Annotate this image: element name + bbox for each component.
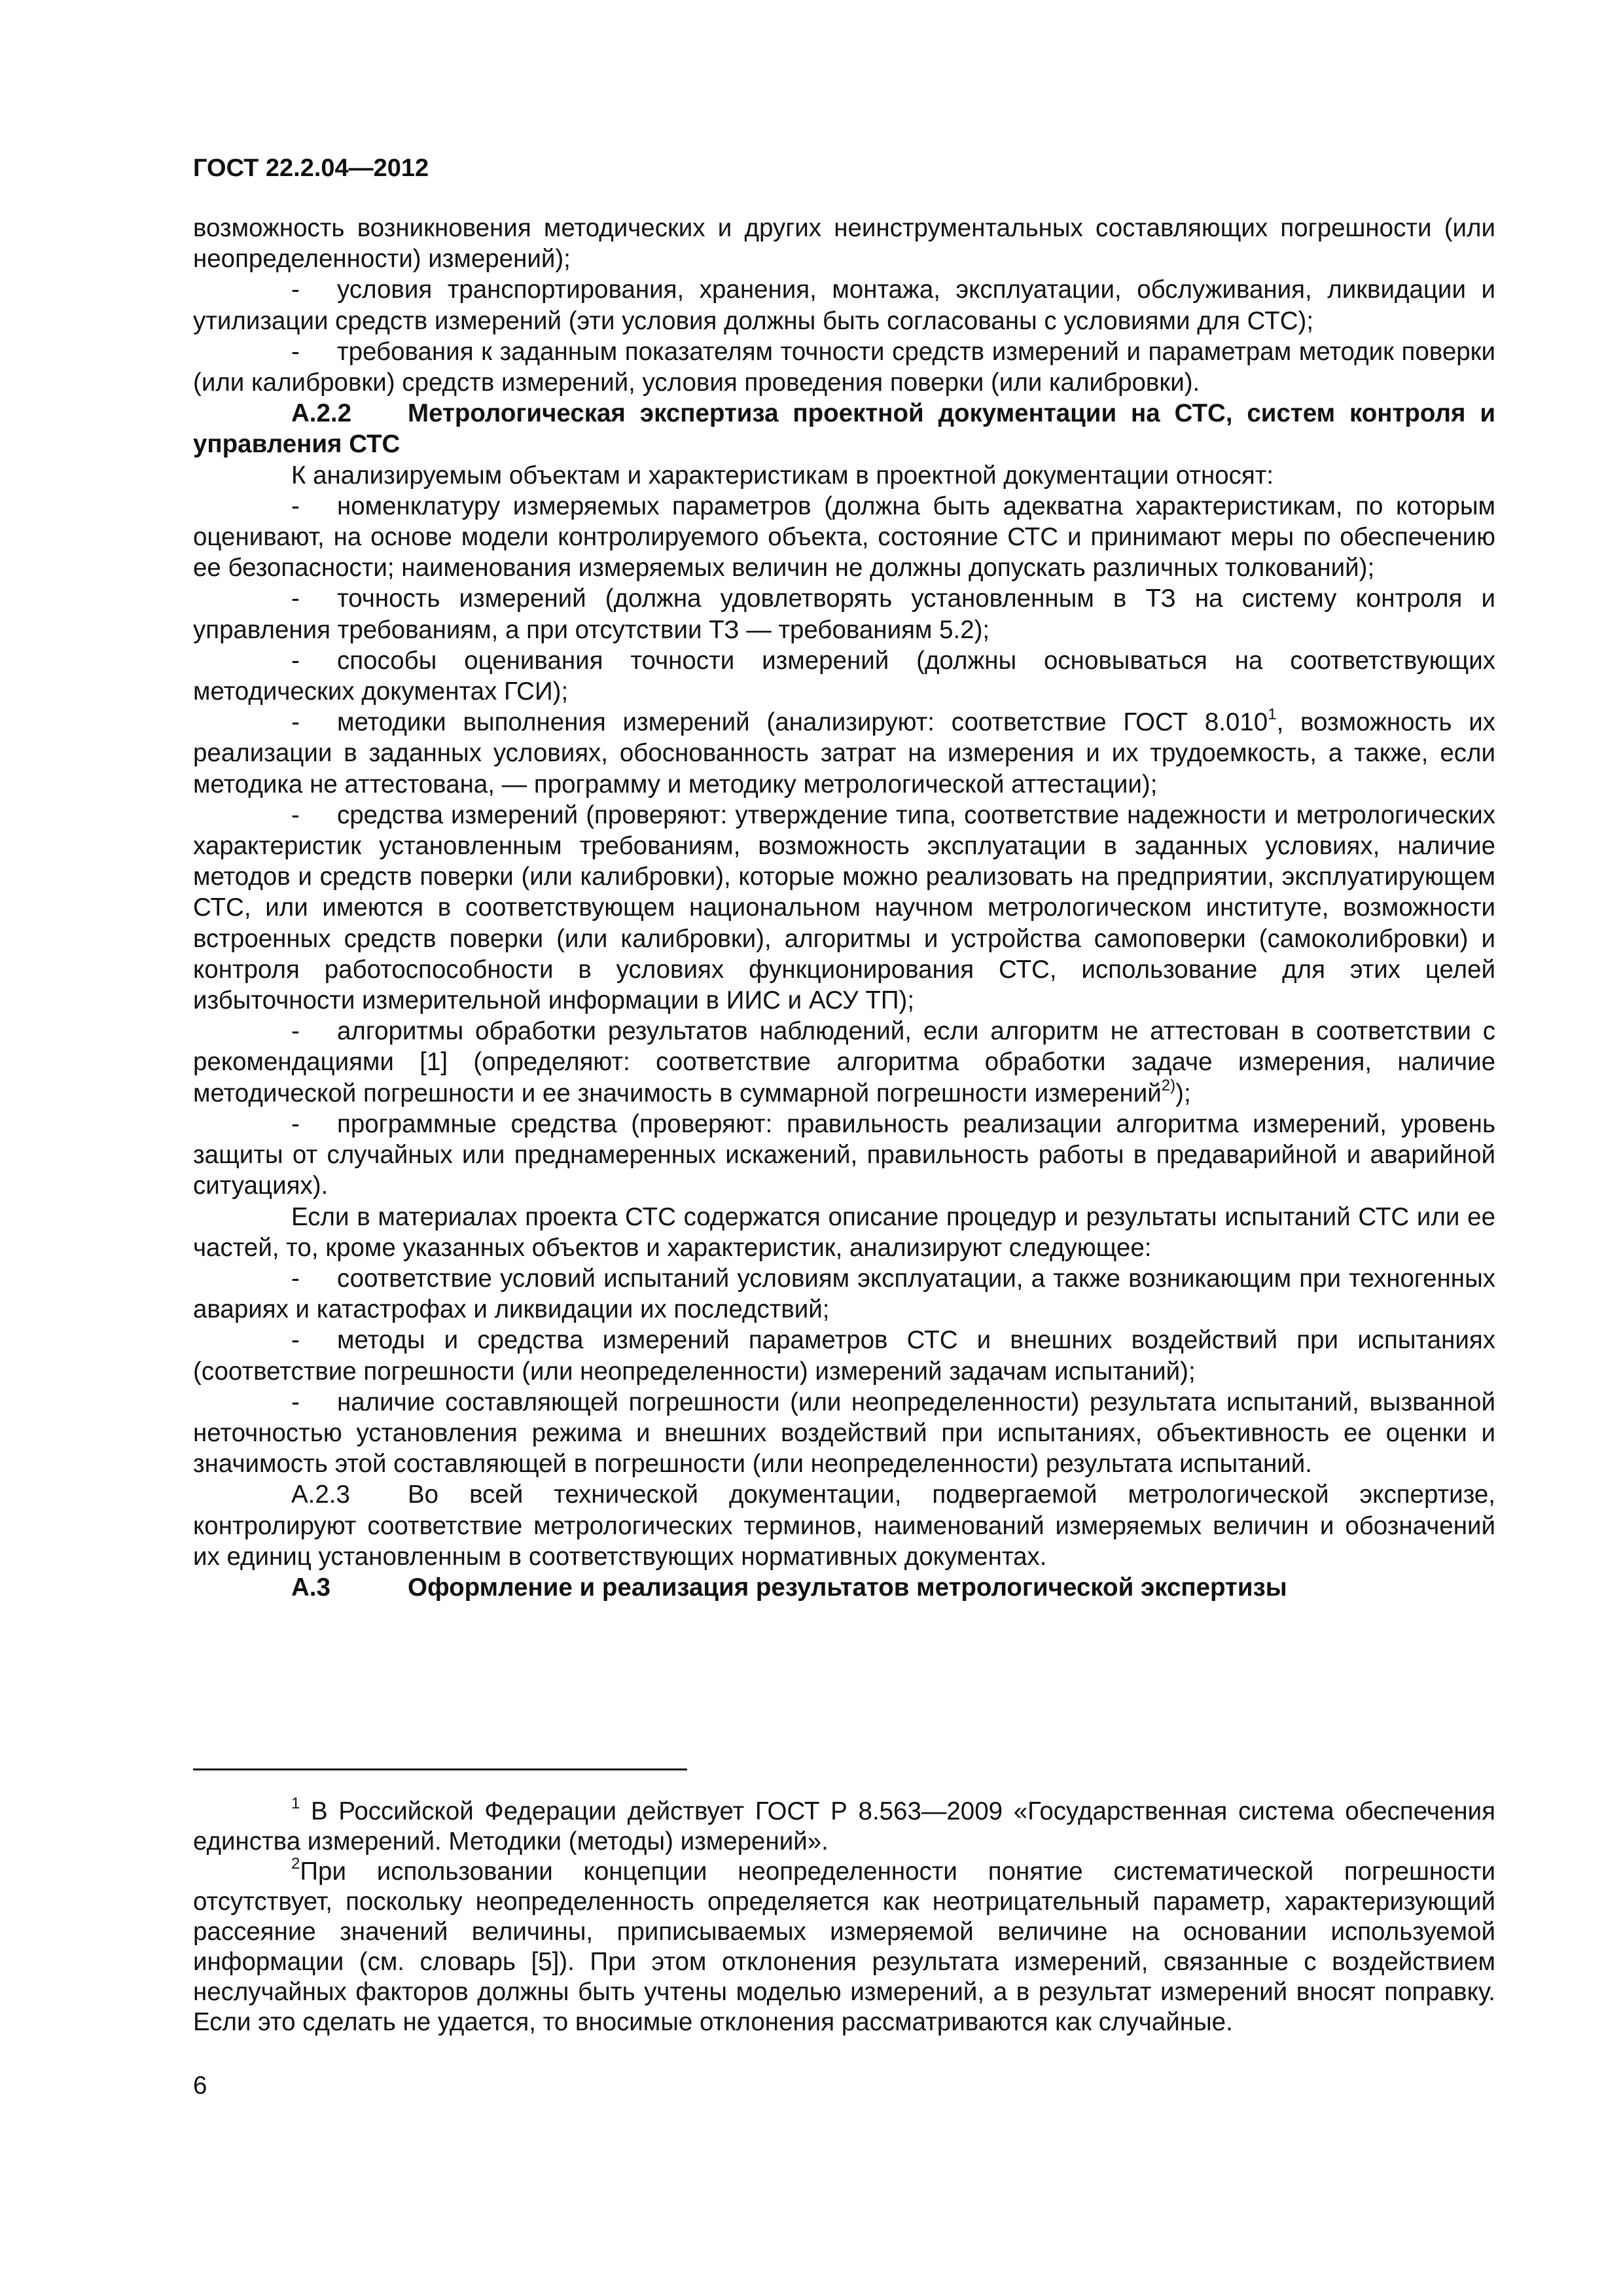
list-item [193, 1387, 1495, 1480]
list-dash: - [291, 646, 300, 675]
list-item-text: требования к заданным показателям точности средств измерений и параметрам методик поверки (или калибровки) средств измерений, условия проведения поверки (или калибровки). [193, 337, 1495, 397]
footnote-text: При использовании концепции неопределенности понятие систематической погрешности отсутствует, поскольку неопределенность определяется как неотрицательный параметр, характеризующий рассеяние значений величины, приписываемых измеряемой величине на основании используемой информации (см. словарь [5]). При этом отклонения результата измерений, связанные с воздействием неслучайных факторов должны быть учтены моделью измерений, а в результат измерений вносят поправку. Если это сделать не удается, то вносимые отклонения рассматриваются как случайные. [193, 1857, 1495, 2036]
list-dash: - [291, 800, 300, 829]
section-number: А.3 [291, 1573, 330, 1602]
document-header: ГОСТ 22.2.04—2012 [193, 154, 429, 182]
list-item [193, 1109, 1495, 1202]
list-dash: - [291, 337, 300, 366]
list-dash: - [291, 1388, 300, 1416]
list-item-text: условия транспортирования, хранения, монтажа, эксплуатации, обслуживания, ликвидации и утилизации средств измерений (эти условия должны быть согласованы с условиями для СТС); [193, 276, 1495, 335]
paragraph: возможность возникновения методических и других неинструментальных составляющих погрешности (или неопределенности) измерений); [193, 214, 1495, 274]
list-item [193, 583, 1495, 645]
list-item-text: точность измерений (должна удовлетворять установленным в ТЗ на систему контроля и управления требованиям, а при отсутствии ТЗ — требованиям 5.2); [193, 584, 1495, 644]
body-text [193, 213, 1495, 1603]
section-paragraph-a23 [193, 1479, 1495, 1572]
list-item-text: средства измерений (проверяют: утверждение типа, соответствие надежности и метрологических характеристик установленным требованиям, возможность эксплуатации в заданных условиях, наличие методов и средств поверки (или калибровки), которые можно реализовать на предприятии, эксплуатирующем СТС, или имеются в соответствующем национальном научном метрологическом институте, возможности встроенных средств поверки (или калибровки), алгоритмы и устройства самоповерки (самоколибровки) и контроля работоспособности в условиях функционирования СТС, использование для этих целей избыточности измерительной информации в ИИС и АСУ ТП); [193, 800, 1495, 1015]
list-dash: - [291, 492, 300, 520]
list-item-text-cont: , возможность их реализации в заданных условиях, обоснованность затрат на измерения и их трудоемкость, а также, если методика не аттестована, — программу и методику метрологической аттестации); [193, 708, 1495, 798]
list-dash: - [291, 584, 300, 613]
list-dash: - [291, 1017, 300, 1046]
footnote-mark: 2 [291, 1855, 300, 1873]
section-heading-a3 [193, 1572, 1495, 1603]
paragraph: К анализируемым объектам и характеристикам в проектной документации относят: [291, 461, 1274, 490]
list-item-text: методики выполнения измерений (анализируют: соответствие ГОСТ 8.010 [337, 708, 1268, 737]
list-dash: - [291, 708, 300, 737]
list-item-text: номенклатуру измеряемых параметров (должна быть адекватна характеристикам, по которым оценивают, на основе модели контролируемого объекта, состояние СТС и принимают меры по обеспечению ее безопасности; наименования измеряемых величин не должны допускать различных толкований); [193, 492, 1495, 583]
list-item [193, 1016, 1495, 1109]
list-item-text: соответствие условий испытаний условиям эксплуатации, а также возникающим при техногенных авариях и катастрофах и ликвидации их последствий; [193, 1264, 1495, 1324]
section-heading-a22 [193, 398, 1495, 459]
footnotes [193, 1797, 1495, 2037]
paragraph: Если в материалах проекта СТС содержатся описание процедур и результаты испытаний СТС или ее частей, то, кроме указанных объектов и характеристик, анализируют следующее: [193, 1202, 1495, 1262]
list-item [193, 800, 1495, 1016]
list-item [193, 491, 1495, 584]
list-dash: - [291, 276, 300, 304]
footnote-ref-1: 1 [1268, 706, 1277, 724]
list-item-text: методы и средства измерений параметров СТС и внешних воздействий при испытаниях (соответствие погрешности (или неопределенности) измерений задачам испытаний); [193, 1326, 1495, 1386]
list-item-text: программные средства (проверяют: правильность реализации алгоритма измерений, уровень защиты от случайных или преднамеренных искажений, правильность работы в предаварийной и аварийной ситуациях). [193, 1109, 1495, 1200]
section-text: Во всей технической документации, подвергаемой метрологической экспертизе, контролируют соответствие метрологических терминов, наименований измеряемых величин и обозначений их единиц установленным в соответствующих нормативных документах. [193, 1480, 1495, 1571]
list-item [193, 336, 1495, 398]
list-item-text: наличие составляющей погрешности (или неопределенности) результата испытаний, вызванной неточностью установления режима и внешних воздействий при испытаниях, объективность ее оценки и значимость этой составляющей в погрешности (или неопределенности) результата испытаний. [193, 1388, 1495, 1479]
list-item-text: алгоритмы обработки результатов наблюдений, если алгоритм не аттестован в соответствии с рекомендациями [1] (определяют: соответствие алгоритма обработки задаче измерения, наличие методической погрешности и ее значимость в суммарной погрешности измерений [193, 1017, 1495, 1107]
list-item [193, 1325, 1495, 1386]
list-dash: - [291, 1326, 300, 1355]
section-number: А.2.3 [291, 1480, 350, 1509]
list-item [193, 645, 1495, 707]
footnote-1 [193, 1797, 1495, 1857]
list-item [193, 1263, 1495, 1325]
list-item-text-cont: ); [1175, 1079, 1191, 1107]
list-item [193, 274, 1495, 336]
list-dash: - [291, 1264, 300, 1293]
footnote-mark: 1 [291, 1795, 300, 1813]
list-item-text: способы оценивания точности измерений (должны основываться на соответствующих методических документах ГСИ); [193, 646, 1495, 706]
footnote-2 [193, 1857, 1495, 2037]
list-dash: - [291, 1109, 300, 1138]
section-title: Метрологическая экспертиза проектной документации на СТС, систем контроля и управления СТС [193, 399, 1495, 459]
page-number: 6 [193, 2072, 207, 2100]
section-number: А.2.2 [291, 399, 352, 428]
footnote-ref-2: 2) [1161, 1076, 1176, 1094]
list-item [193, 707, 1495, 800]
section-title: Оформление и реализация результатов метрологической экспертизы [408, 1573, 1287, 1602]
footnote-text: В Российской Федерации действует ГОСТ Р 8.563—2009 «Государственная система обеспечения единства измерений. Методики (методы) измерений». [193, 1797, 1496, 1856]
footnote-separator [193, 1768, 687, 1770]
